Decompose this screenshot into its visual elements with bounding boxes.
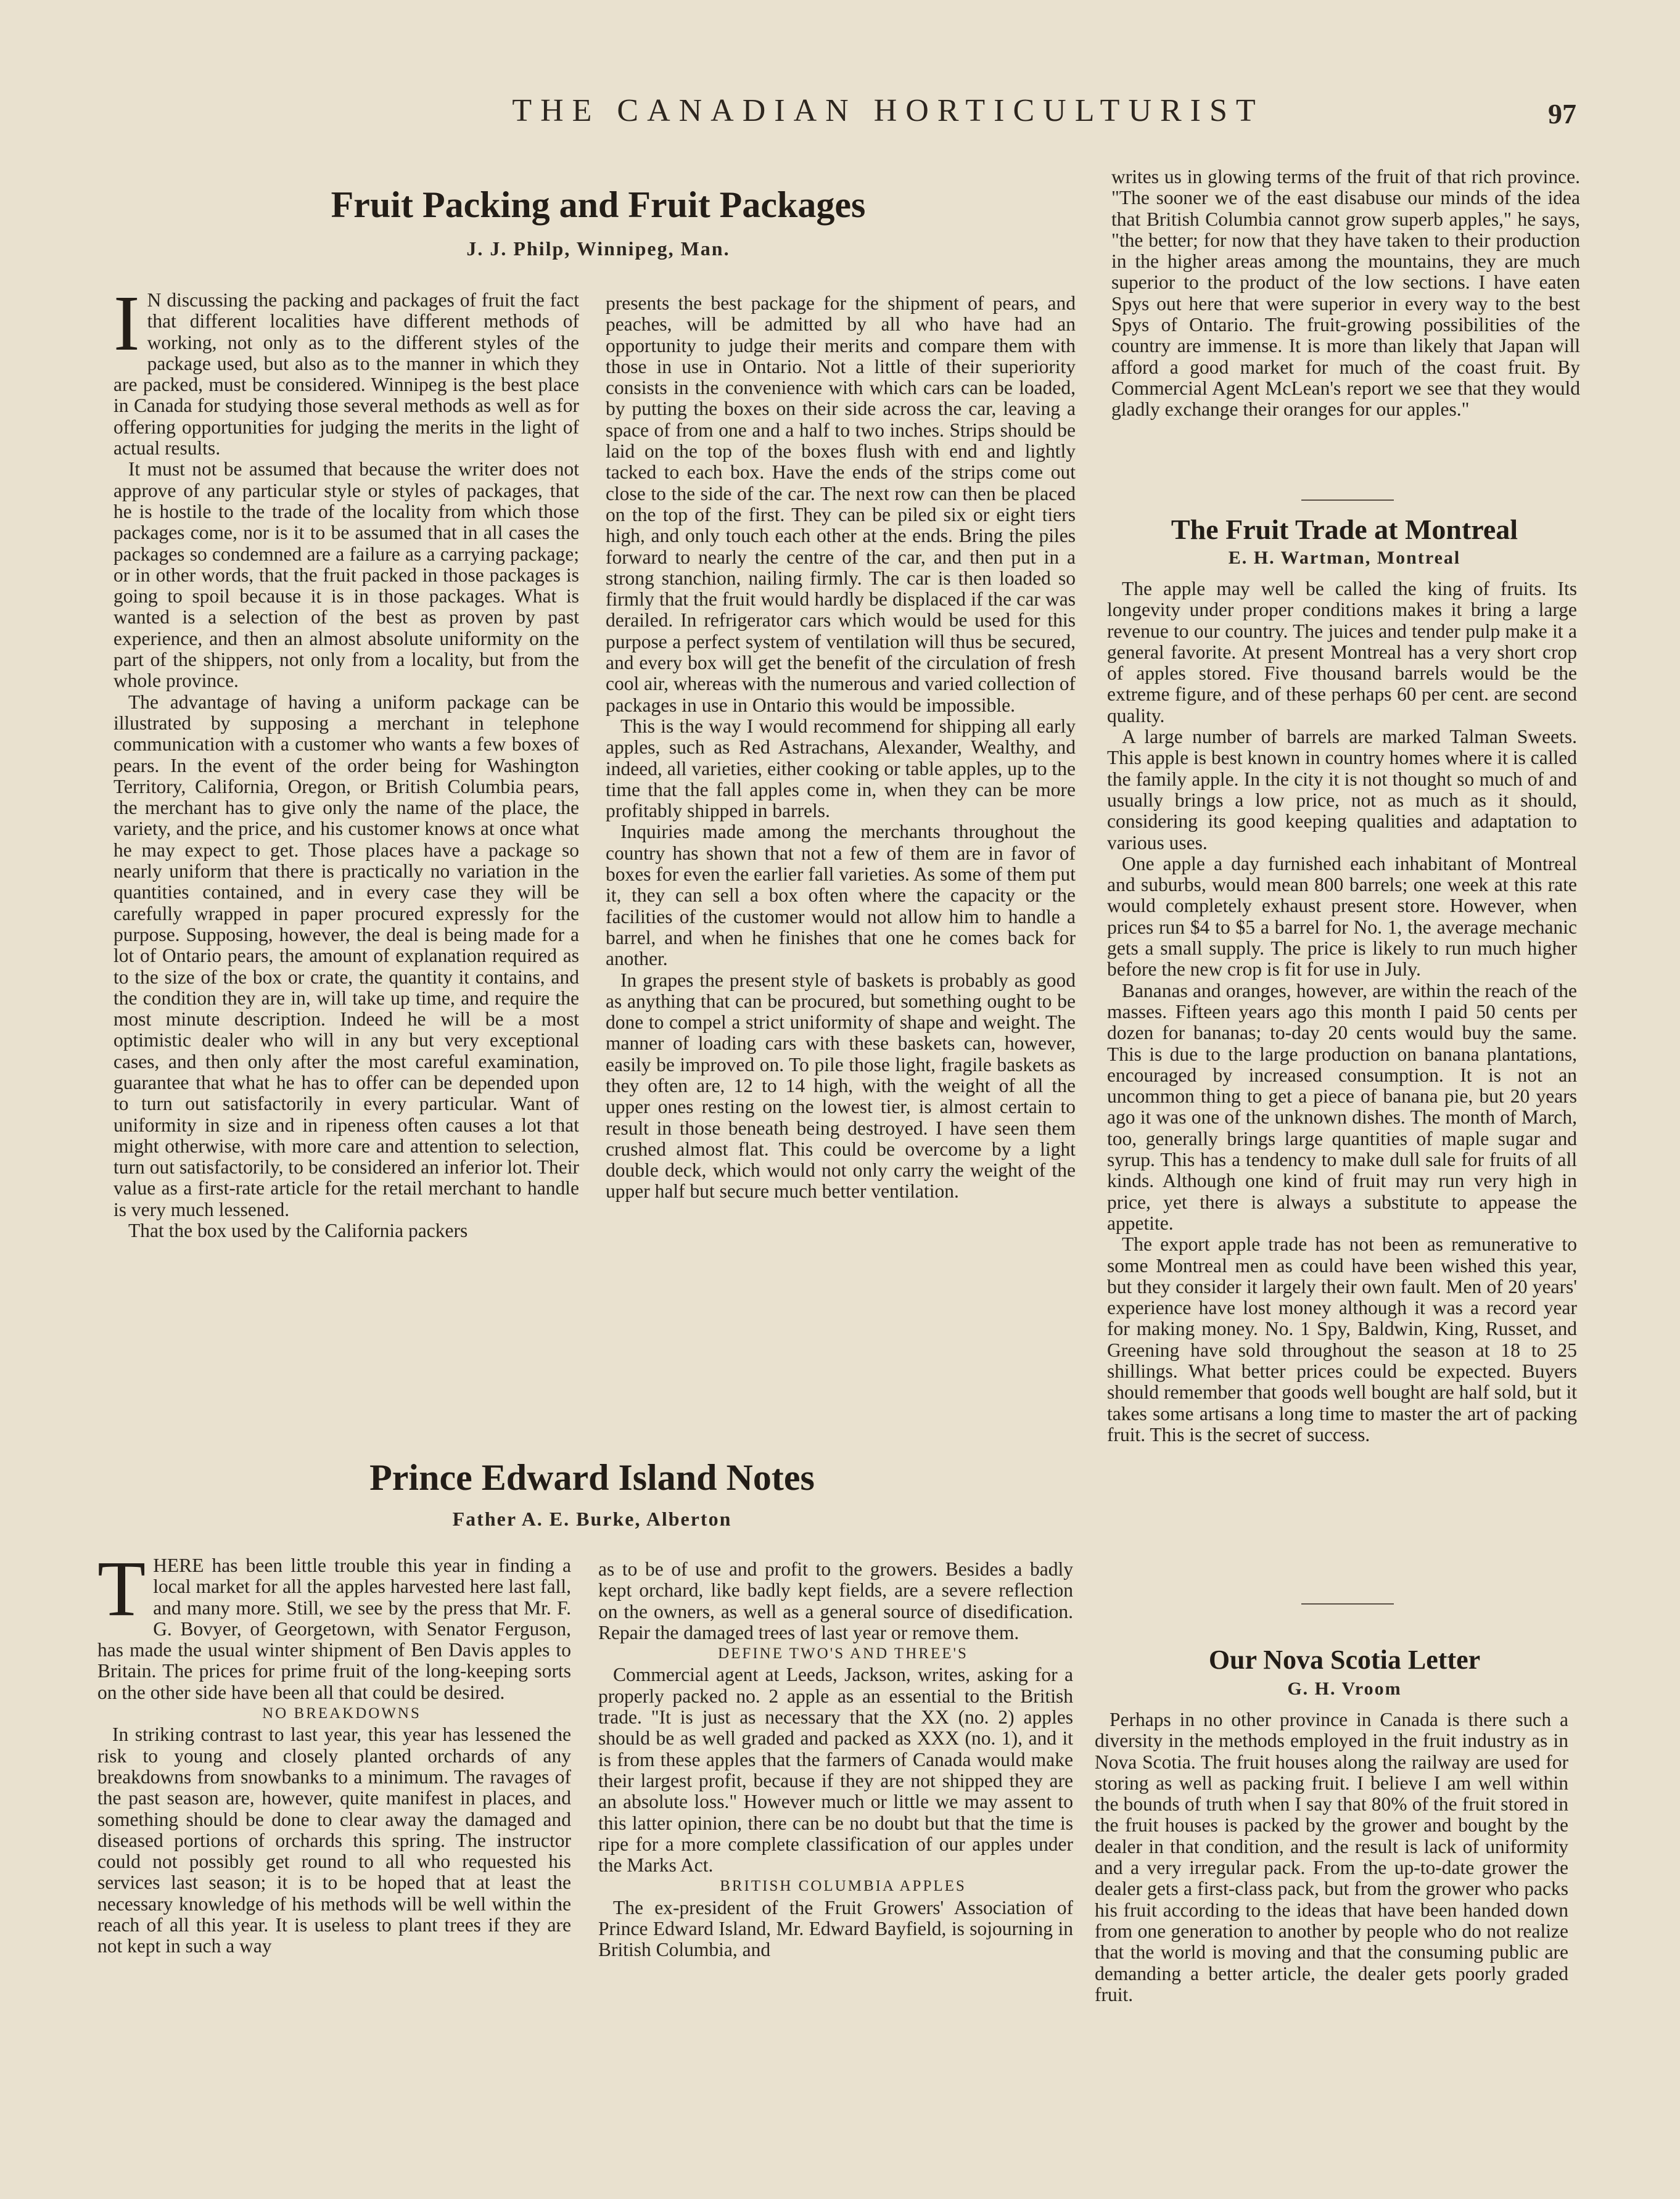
article4-title: Our Nova Scotia Letter [1208,1645,1481,1675]
article2-para-1: THERE has been little trouble this year in finding a local market for all the apples harvested here last fall, and many more. Still, we see by the press that Mr. F. G. Bovyer, of Georgetown, with Senator Ferguson, has made the usual winter shipment of Ben Davis apples to Britain. The prices for prime fruit of the long-keeping sorts on the other side have been all that could be desired. [97,1545,571,1703]
drop-cap-t: T [97,1545,146,1632]
subhead-define-twos-threes: DEFINE TWO'S AND THREE'S [718,1645,968,1663]
page-number: 97 [1548,98,1576,129]
article1-title: Fruit Packing and Fruit Packages [331,184,866,225]
article4-body [1095,1709,1568,2005]
article2-title: Prince Edward Island Notes [369,1457,815,1498]
article3-body [1107,578,1577,1445]
article1-byline: J. J. Philp, Winnipeg, Man. [466,237,730,260]
running-head: THE CANADIAN HORTICULTURIST [512,93,1264,128]
article2-para-4: Commercial agent at Leeds, Jackson, writes, asking for a properly packed no. 2 apple as an essential to the British trade. "It is just as necessary that the XX (no. 2) apples should be as well graded and packed as XXX (no. 1), and it is from these apples that the farmers of Canada would make their largest profit, because if they are not shipped they are an absolute loss." However much or little we may assent to this latter opinion, there can be no doubt but that the time is ripe for a more complete classification of our apples under the Marks Act. [598,1664,1073,1876]
article3-byline: E. H. Wartman, Montreal [1228,548,1461,568]
article1-para-5: presents the best package for the shipment of pears, and peaches, will be admitted by all who have had an opportunity to judge their merits and compare them with those in use in Ontario. Not a little of their superiority consists in the convenience with which cars can be loaded, by putting the boxes on their side across the car, leaving a space of from one and a half to two inches. Strips should be laid on the top of the boxes flush with end and lightly tacked to each box. Have the ends of the strips come out close to the side of the car. The next row can then be placed on the top of the first. They can be piled six or eight tiers high, and only touch each other at the ends. Bring the piles forward to nearly the centre of the car, and then put in a strong stanchion, nailing firmly. The car is then loaded so firmly that the fruit would hardly be displaced if the car was derailed. In refrigerator cars which would be used for this purpose a perfect system of ventilation will thus be secured, and every box will get the benefit of the circulation of fresh cool air, whereas with the numerous and varied collection of packages in use in Ontario this would be impossible. [606,292,1076,716]
article4-byline: G. H. Vroom [1287,1679,1402,1699]
article1-para-8: In grapes the present style of baskets is probably as good as anything that can be procured, but something ought to be done to compel a strict uniformity of shape and weight. The manner of loading cars with these baskets can, however, easily be improved on. To pile those light, fragile baskets as they often are, 12 to 14 high, with the weight of all the upper ones resting on the lowest tier, is almost certain to result in those beneath being destroyed. I have seen them crushed almost flat. This could be overcome by a light double deck, which would not only carry the weight of the upper half but secure much better ventilation. [606,969,1076,1202]
divider-rule-2 [1301,1603,1394,1605]
article2-para-3: as to be of use and profit to the growers. Besides a badly kept orchard, like badly kept fields, are a severe reflection on the owners, as well as a general source of disedification. Repair the damaged trees of last year or remove them. [598,1558,1073,1643]
article4-para-1: Perhaps in no other province in Canada is there such a diversity in the methods employed in the fruit industry as in Nova Scotia. The fruit houses along the railway are used for storing as well as packing fruit. I believe I am well within the bounds of truth when I say that 80% of the fruit stored in the fruit houses is packed by the grower and bought by the dealer in that condition, and the result is lack of uniformity and a very irregular pack. From the up-to-date grower the dealer gets a first-class pack, but from the grower who packs his fruit according to the ideas that have been handed down from one generation to another by people who do not realize that the world is moving and that the consuming public are demanding a better article, the dealer gets poorly graded fruit. [1095,1709,1568,2005]
drop-cap-i: I [113,279,140,367]
article1-column-2 [606,293,1076,1202]
article3-para-2: A large number of barrels are marked Talman Sweets. This apple is best known in country homes where it is called the family apple. In the city it is not thought so much of and usually brings a low price, not as much as it should, considering its good keeping qualities and adaptation to various uses. [1107,726,1577,853]
article1-column-1 [113,279,579,1242]
article2-para-2: In striking contrast to last year, this year has lessened the risk to young and closely planted orchards of any breakdowns from snowbanks to a minimum. The ravages of the past season are, however, quite manifest in places, and something should be done to clear away the damaged and diseased portions of orchards this spring. The instructor could not possibly get round to all who requested his services last season; it is to be hoped that at least the necessary knowledge of his methods will be well within the reach of all this year. It is useless to plant trees if they are not kept in such a way [97,1724,571,1957]
article2-column-1 [97,1545,571,1957]
continuation-para: writes us in glowing terms of the fruit of that rich province. "The sooner we of the east disabuse our minds of the idea that British Columbia cannot grow superb apples," he says, "the better; for now that they have taken to their production in the higher areas among the mountains, they are much superior to the product of the low sections. I have eaten Spys out here that were superior in every way to the best Spys of Ontario. The fruit-growing possibilities of the country are immense. It is more than likely that Japan will afford a good market for much of the coast fruit. By Commercial Agent McLean's report we see that they would gladly exchange their oranges for our apples." [1111,166,1580,421]
article3-para-4: Bananas and oranges, however, are within the reach of the masses. Fifteen years ago this month I paid 50 cents per dozen for bananas; to-day 20 cents would buy the same. This is due to the large production on banana plantations, encouraged by increased consumption. It is not an uncommon thing to get a piece of banana pie, but 20 years ago it was one of the unknown dishes. The month of March, too, generally brings large quantities of maple sugar and syrup. This has a tendency to make dull sale for fruits of all kinds. Although one kind of fruit may run very high in price, yet there is always a substitute to appease the appetite. [1107,979,1577,1234]
article1-para-7: Inquiries made among the merchants throughout the country has shown that not a few of them are in favor of boxes for even the earlier fall varieties. As some of them put it, they can sell a box often where the capacity or the facilities of the customer would not allow him to handle a barrel, and when he finishes that one he comes back for another. [606,821,1076,970]
subhead-british-columbia-apples: BRITISH COLUMBIA APPLES [720,1878,966,1895]
article3-para-1: The apple may well be called the king of fruits. Its longevity under proper conditions makes it bring a large revenue to our country. The juices and tender pulp make it a general favorite. At present Montreal has a very short crop of apples stored. Five thousand barrels would be the extreme figure, and of these perhaps 60 per cent. are second quality. [1107,578,1577,726]
article1-para-1: I N discussing the packing and packages of fruit the fact that different localities have different methods of working, not only as to the different styles of the package used, but also as to the manner in which they are packed, must be considered. Winnipeg is the best place in Canada for studying those several methods as well as for offering opportunities for judging the merits in the light of actual results. [113,279,579,459]
article3-para-3: One apple a day furnished each inhabitant of Montreal and suburbs, would mean 800 barrels; one week at this rate would completely exhaust present store. However, when prices run $4 to $5 a barrel for No. 1, the average mechanic gets a small supply. The price is likely to run much higher before the new crop is fit for use in July. [1107,852,1577,980]
article2-para-5: The ex-president of the Fruit Growers' Association of Prince Edward Island, Mr. Edward Bayfield, is sojourning in British Columbia, and [598,1896,1073,1961]
article3-para-5: The export apple trade has not been as remunerative to some Montreal men as could have been wished this year, but they consider it largely their own fault. Men of 20 years' experience have lost money although it was a record year for making money. No. 1 Spy, Baldwin, King, Russet, and Greening have sold throughout the season at 18 to 25 shillings. What better prices could be expected. Buyers should remember that goods well bought are half sold, but it takes some artisans a long time to master the art of packing fruit. This is the secret of success. [1107,1233,1577,1445]
article1-para-2: It must not be assumed that because the writer does not approve of any particular style or styles of packages, that he is hostile to the trade of the locality from which those packages come, nor is it to be assumed that in all cases the packages so condemned are a failure as a carrying package; or in other words, that the fruit packed in those packages is going to spoil because it is in those packages. What is wanted is a selection of the best as proven by past experience, and then an almost absolute uniformity on the part of the shippers, not only from a locality, but from the whole province. [113,458,579,692]
article2-byline: Father A. E. Burke, Alberton [452,1508,732,1530]
article1-para-3: The advantage of having a uniform package can be illustrated by supposing a merchant in telephone communication with a customer who wants a few boxes of pears. In the event of the order being for Washington Territory, California, Oregon, or British Columbia pears, the merchant has to give only the name of the place, the variety, and the price, and his customer knows at once what he may expect to get. Those places have a package so nearly uniform that there is practically no variation in the quantities contained, and in every case they will be carefully wrapped in paper procured expressly for the purpose. Supposing, however, the deal is being made for a lot of Ontario pears, the amount of explanation required as to the size of the box or crate, the quantity it contains, and the condition they are in, will take up time, and require the most minute description. Indeed he will be a most optimistic dealer who will in any but very exceptional cases, and then only after the most careful examination, guarantee that what he has to offer can be depended upon to turn out satisfactorily in every particular. Want of uniformity in size and in ripeness often causes a lot that might otherwise, with more care and attention to selection, turn out satisfactorily, to be considered an inferior lot. Their value as a first-rate article for the retail merchant to handle is very much lessened. [113,691,579,1220]
article1-para-4: That the box used by the California packers [128,1220,468,1242]
article3-title: The Fruit Trade at Montreal [1171,514,1518,545]
article1-para-6: This is the way I would recommend for shipping all early apples, such as Red Astrachans, Alexander, Wealthy, and indeed, all varieties, either cooking or table apples, up to the time that the fall apples come in, when they can be more profitably shipped in barrels. [606,715,1076,822]
divider-rule [1301,499,1394,501]
subhead-no-breakdowns: NO BREAKDOWNS [262,1705,421,1722]
bc-apples-continuation [1111,166,1580,421]
article2-column-2 [598,1559,1073,1961]
